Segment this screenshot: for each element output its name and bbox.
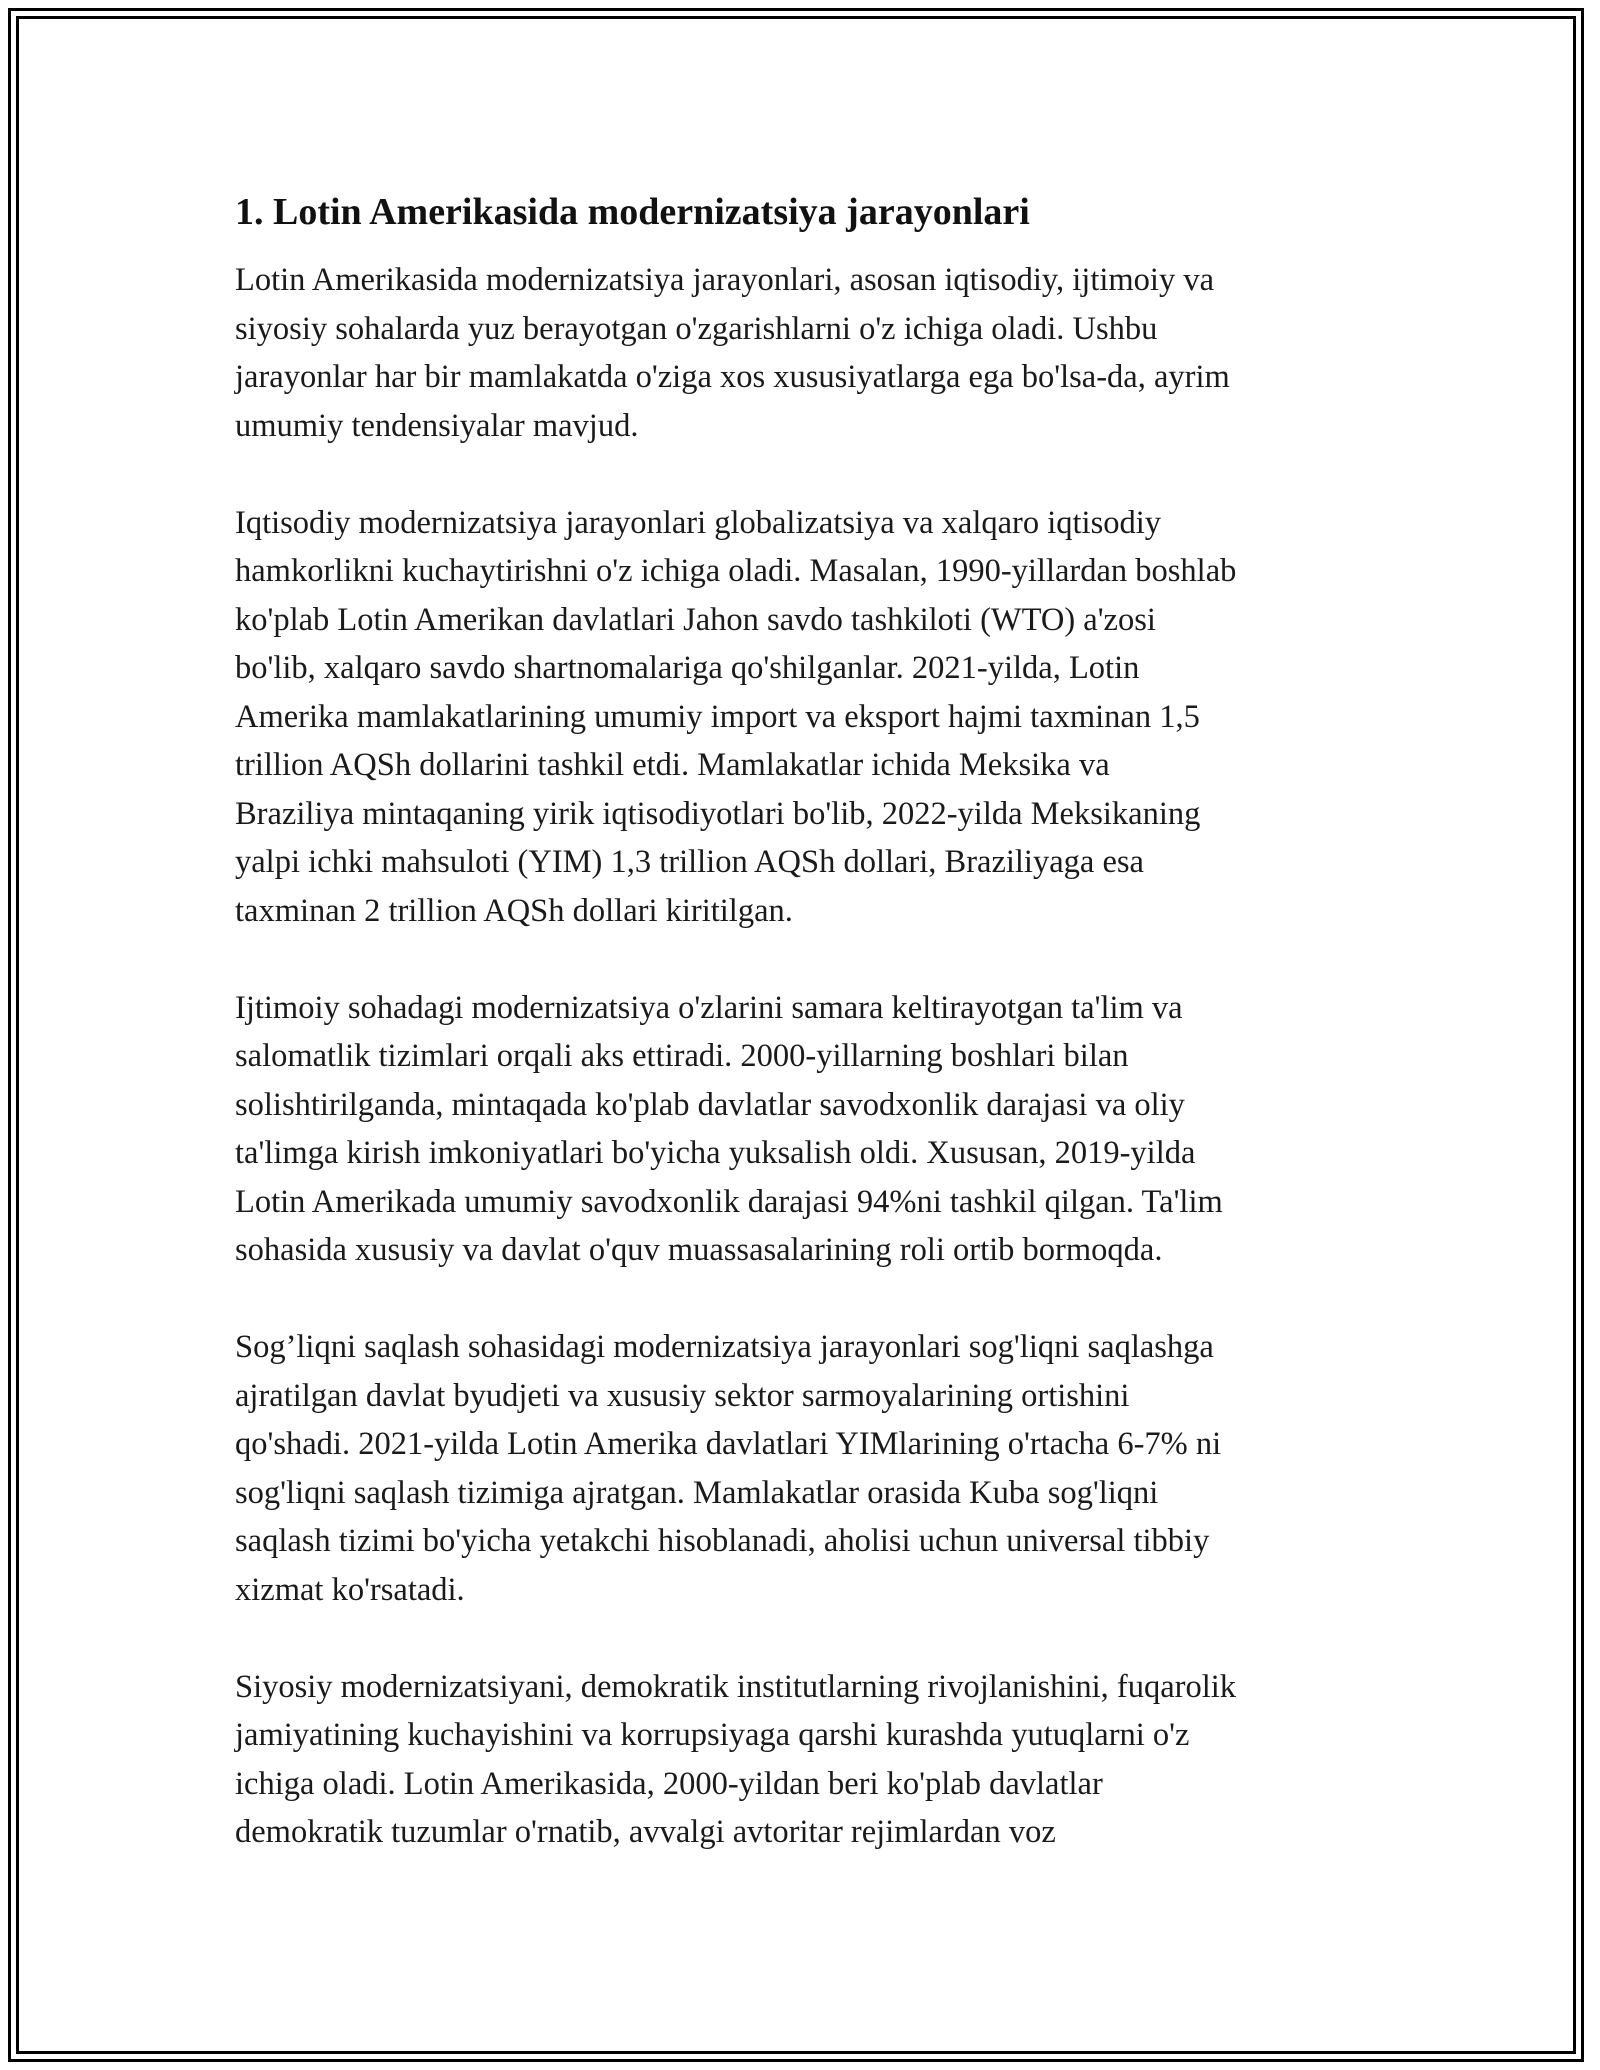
paragraph-intro	[235, 256, 1385, 450]
text-line: saqlash tizimi bo'yicha yetakchi hisoblanadi, aholisi uchun universal tibbiy	[235, 1523, 1210, 1559]
text-line: Sog’liqni saqlash sohasidagi modernizatsiya jarayonlari sog'liqni saqlashga	[235, 1329, 1214, 1365]
text-line: Siyosiy modernizatsiyani, demokratik institutlarning rivojlanishini, fuqarolik	[235, 1668, 1237, 1705]
text-line: jamiyatining kuchayishini va korrupsiyaga qarshi kurashda yutuqlarni o'z	[235, 1717, 1190, 1753]
paragraph-economic	[235, 499, 1385, 936]
paragraph-health	[235, 1323, 1385, 1614]
text-line: Iqtisodiy modernizatsiya jarayonlari globalizatsiya va xalqaro iqtisodiy	[235, 504, 1161, 541]
text-line: Lotin Amerikasida modernizatsiya jarayonlari, asosan iqtisodiy, ijtimoiy va	[235, 262, 1214, 298]
text-line: ichiga oladi. Lotin Amerikasida, 2000-yildan beri ko'plab davlatlar	[235, 1765, 1103, 1802]
text-line: demokratik tuzumlar o'rnatib, avvalgi avtoritar rejimlardan voz	[235, 1814, 1056, 1850]
paragraph-political	[235, 1663, 1385, 1857]
text-line: qo'shadi. 2021-yilda Lotin Amerika davlatlari YIMlarining o'rtacha 6-7% ni	[235, 1426, 1222, 1462]
text-line: taxminan 2 trillion AQSh dollari kiritilgan.	[235, 892, 793, 929]
text-line: ajratilgan davlat byudjeti va xususiy sektor sarmoyalarining ortishini	[235, 1377, 1130, 1414]
text-line: yalpi ichki mahsuloti (YIM) 1,3 trillion AQSh dollari, Braziliyaga esa	[235, 844, 1144, 880]
text-line: ta'limga kirish imkoniyatlari bo'yicha yuksalish oldi. Xususan, 2019-yilda	[235, 1135, 1196, 1171]
paragraph-social	[235, 984, 1385, 1275]
text-line: Lotin Amerikada umumiy savodxonlik darajasi 94%ni tashkil qilgan. Ta'lim	[235, 1183, 1223, 1220]
text-line: Ijtimoiy sohadagi modernizatsiya o'zlarini samara keltirayotgan ta'lim va	[235, 989, 1183, 1026]
text-line: Braziliya mintaqaning yirik iqtisodiyotlari bo'lib, 2022-yilda Meksikaning	[235, 795, 1201, 832]
document-body	[235, 188, 1385, 1905]
text-line: xizmat ko'rsatadi.	[235, 1571, 465, 1608]
text-line: trillion AQSh dollarini tashkil etdi. Mamlakatlar ichida Meksika va	[235, 747, 1110, 783]
text-line: Amerika mamlakatlarining umumiy import va eksport hajmi taxminan 1,5	[235, 698, 1200, 735]
section-heading: 1. Lotin Amerikasida modernizatsiya jarayonlari	[235, 191, 1030, 233]
text-line: salomatlik tizimlari orqali aks ettiradi. 2000-yillarning boshlari bilan	[235, 1038, 1129, 1074]
text-line: jarayonlar har bir mamlakatda o'ziga xos xususiyatlarga ega bo'lsa-da, ayrim	[235, 359, 1230, 395]
text-line: hamkorlikni kuchaytirishni o'z ichiga oladi. Masalan, 1990-yillardan boshlab	[235, 553, 1237, 589]
text-line: bo'lib, xalqaro savdo shartnomalariga qo'shilganlar. 2021-yilda, Lotin	[235, 650, 1140, 686]
text-line: sog'liqni saqlash tizimiga ajratgan. Mamlakatlar orasida Kuba sog'liqni	[235, 1474, 1159, 1511]
text-line: sohasida xususiy va davlat o'quv muassasalarining roli ortib bormoqda.	[235, 1232, 1163, 1268]
text-line: ko'plab Lotin Amerikan davlatlari Jahon savdo tashkiloti (WTO) a'zosi	[235, 601, 1156, 638]
text-line: solishtirilganda, mintaqada ko'plab davlatlar savodxonlik darajasi va oliy	[235, 1086, 1185, 1123]
text-line: siyosiy sohalarda yuz berayotgan o'zgarishlarni o'z ichiga oladi. Ushbu	[235, 310, 1158, 347]
text-line: umumiy tendensiyalar mavjud.	[235, 407, 639, 444]
